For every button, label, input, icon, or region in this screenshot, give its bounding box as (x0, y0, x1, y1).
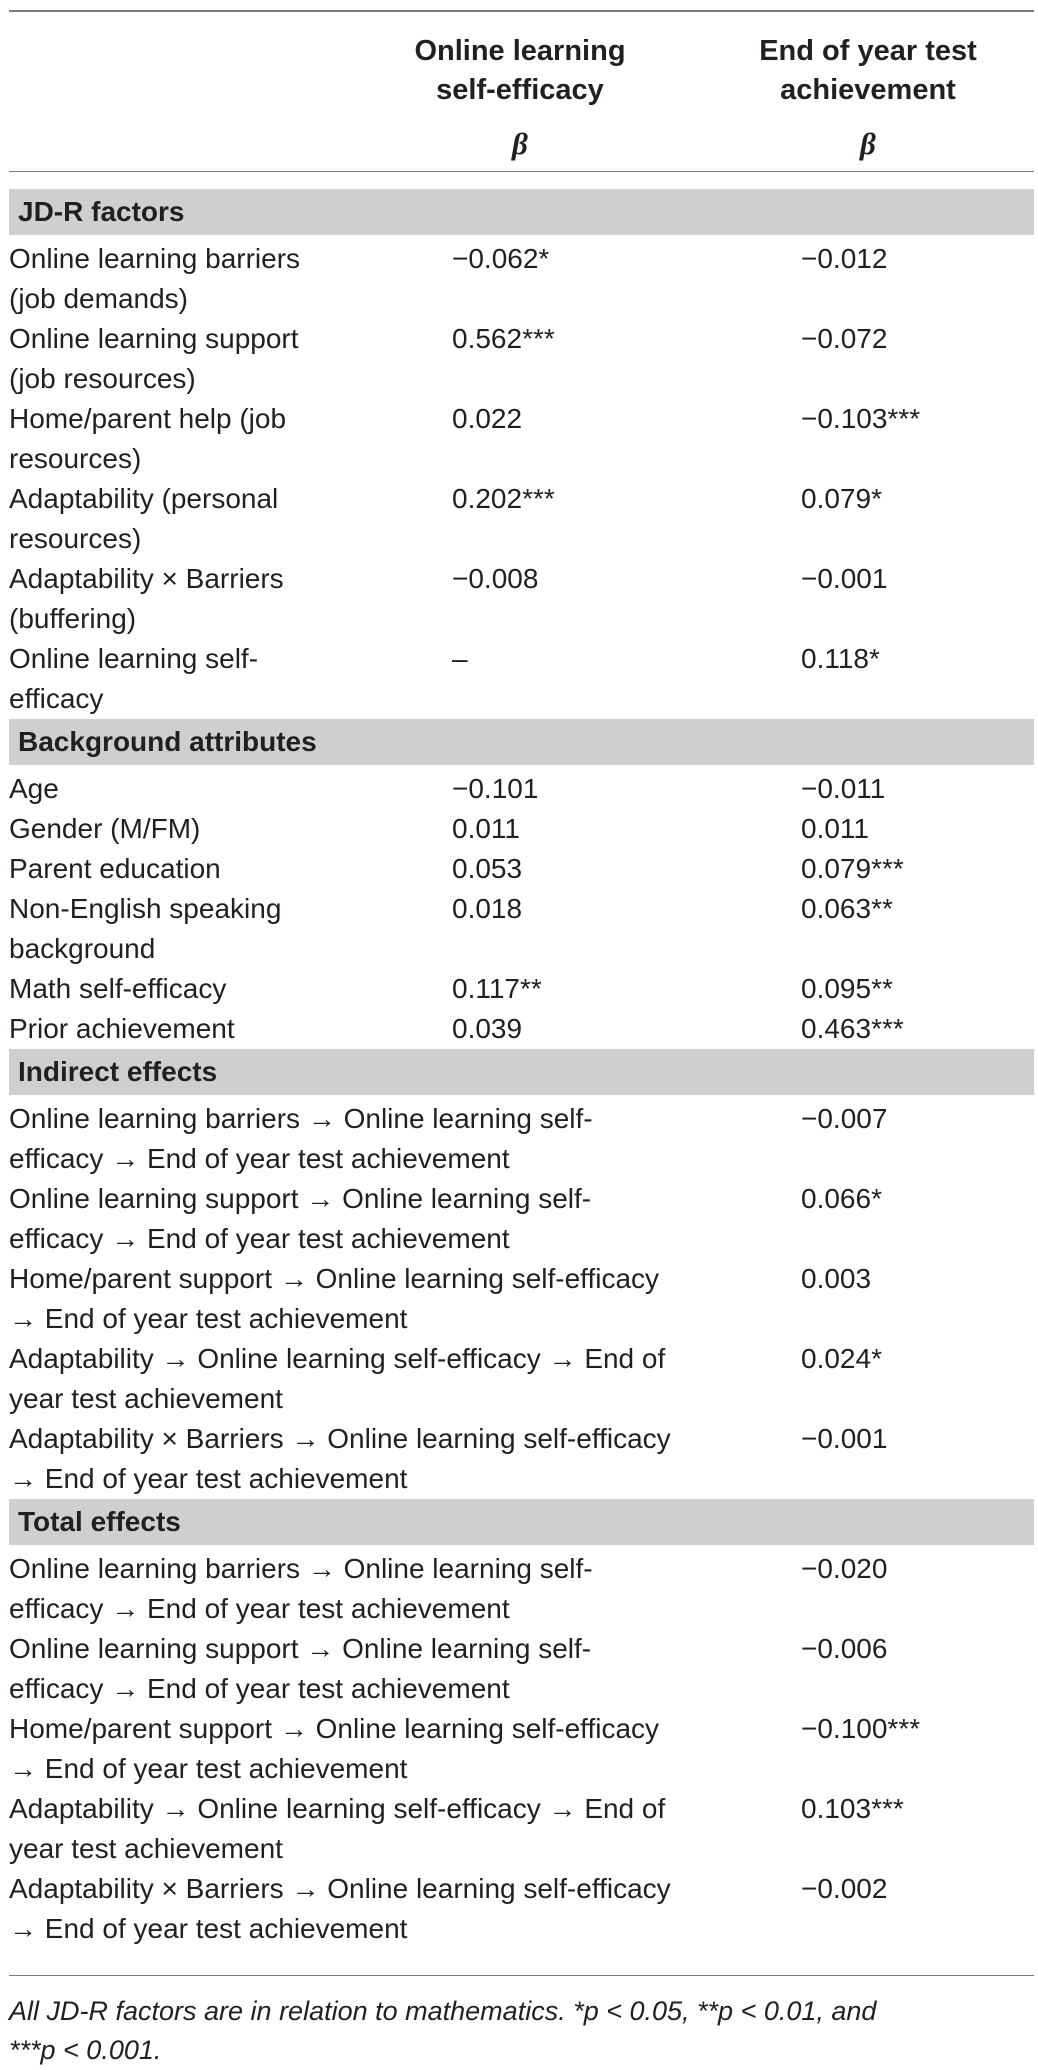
achievement-value: −0.072 (801, 323, 888, 354)
row-label-line: Home/parent help (job (9, 403, 287, 434)
row-label-line: Online learning self- (9, 643, 259, 674)
self-efficacy-value: −0.008 (452, 563, 539, 594)
row-label-line: Adaptability → Online learning self-efficacy → End of (9, 1793, 666, 1824)
achievement-value: 0.103*** (801, 1793, 904, 1824)
row-label-line: efficacy → End of year test achievement (9, 1143, 510, 1174)
row-label-line: Age (9, 773, 59, 804)
beta-symbol: β (860, 126, 876, 161)
row-label-line: resources) (9, 523, 142, 554)
table-row (0, 559, 1038, 639)
row-label-line: Online learning barriers (9, 243, 301, 274)
self-efficacy-value: – (452, 643, 468, 674)
table-row (0, 1869, 1038, 1949)
self-efficacy-value: −0.062* (452, 243, 550, 274)
table-row (0, 239, 1038, 319)
column-header-self-efficacy (390, 32, 650, 163)
row-label (9, 809, 1038, 849)
column-header-line: Online learning (414, 35, 626, 67)
achievement-value: −0.103*** (801, 403, 921, 434)
table-row (0, 1179, 1038, 1259)
row-label-line: Online learning barriers → Online learning self- (9, 1103, 593, 1134)
table-row (0, 399, 1038, 479)
achievement-value: 0.063** (801, 893, 893, 924)
achievement-value: 0.079* (801, 483, 882, 514)
header-rule (9, 171, 1034, 172)
table-row (0, 1419, 1038, 1499)
self-efficacy-value: 0.202*** (452, 483, 555, 514)
section-header: Total effects (9, 1499, 1034, 1545)
table-body (0, 189, 1038, 1949)
row-label-line: Math self-efficacy (9, 973, 227, 1004)
row-label-line: Non-English speaking (9, 893, 282, 924)
table-row (0, 809, 1038, 849)
row-label-line: Online learning support → Online learning self- (9, 1633, 592, 1664)
table-row (0, 1789, 1038, 1869)
achievement-value: 0.024* (801, 1343, 882, 1374)
row-label-line: Adaptability (personal (9, 483, 279, 514)
row-label-line: Adaptability × Barriers (9, 563, 284, 594)
row-label-line: Adaptability × Barriers → Online learning self-efficacy (9, 1423, 671, 1454)
self-efficacy-value: −0.101 (452, 773, 539, 804)
row-label-line: Home/parent support → Online learning self-efficacy (9, 1263, 660, 1294)
column-header-line: self-efficacy (436, 74, 604, 106)
self-efficacy-value: 0.039 (452, 1013, 523, 1044)
table-row (0, 639, 1038, 719)
row-label-line: Online learning barriers → Online learning self- (9, 1553, 593, 1584)
table-row (0, 969, 1038, 1009)
row-label-line: resources) (9, 443, 142, 474)
table-row (0, 319, 1038, 399)
row-label-line: year test achievement (9, 1383, 283, 1414)
self-efficacy-value: 0.018 (452, 893, 523, 924)
achievement-value: 0.003 (801, 1263, 872, 1294)
row-label-line: efficacy → End of year test achievement (9, 1223, 510, 1254)
row-label-line: Adaptability × Barriers → Online learning self-efficacy (9, 1873, 671, 1904)
table-row (0, 1009, 1038, 1049)
column-header-line: End of year test (759, 35, 977, 67)
top-rule (9, 10, 1034, 12)
achievement-value: 0.011 (801, 813, 869, 844)
row-label-line: year test achievement (9, 1833, 283, 1864)
section-header: Background attributes (9, 719, 1034, 765)
achievement-value: −0.012 (801, 243, 888, 274)
row-label-line: → End of year test achievement (9, 1913, 408, 1944)
table-row (0, 479, 1038, 559)
achievement-value: −0.007 (801, 1103, 888, 1134)
table-row (0, 1259, 1038, 1339)
row-label-line: → End of year test achievement (9, 1753, 408, 1784)
table-row (0, 1709, 1038, 1789)
table-row (0, 769, 1038, 809)
achievement-value: −0.100*** (801, 1713, 921, 1744)
self-efficacy-value: 0.117** (452, 973, 542, 1004)
achievement-value: −0.002 (801, 1873, 888, 1904)
row-label-line: Prior achievement (9, 1013, 235, 1044)
table-footnote (9, 1992, 989, 2070)
achievement-value: 0.066* (801, 1183, 882, 1214)
self-efficacy-value: 0.022 (452, 403, 523, 434)
footnote-line: All JD-R factors are in relation to mathematics. *p < 0.05, **p < 0.01, and (9, 1996, 877, 2026)
achievement-value: 0.079*** (801, 853, 904, 884)
row-label-line: → End of year test achievement (9, 1303, 408, 1334)
achievement-value: 0.095** (801, 973, 893, 1004)
table-row (0, 849, 1038, 889)
table-row (0, 1549, 1038, 1629)
section-header: Indirect effects (9, 1049, 1034, 1095)
row-label-line: Parent education (9, 853, 221, 884)
achievement-value: −0.006 (801, 1633, 888, 1664)
achievement-value: 0.463*** (801, 1013, 904, 1044)
row-label-line: Adaptability → Online learning self-efficacy → End of (9, 1343, 666, 1374)
achievement-value: −0.001 (801, 563, 888, 594)
row-label-line: Online learning support (9, 323, 299, 354)
self-efficacy-value: 0.562*** (452, 323, 555, 354)
column-header-achievement (728, 32, 1008, 163)
table-row (0, 1099, 1038, 1179)
column-header-line: achievement (780, 74, 956, 106)
row-label (9, 1339, 1038, 1419)
self-efficacy-value: 0.053 (452, 853, 523, 884)
achievement-value: 0.118* (801, 643, 880, 674)
row-label-line: (job demands) (9, 283, 188, 314)
self-efficacy-value: 0.011 (452, 813, 520, 844)
row-label-line: efficacy (9, 683, 104, 714)
footnote-line: ***p < 0.001. (9, 2035, 162, 2065)
row-label-line: Online learning support → Online learning self- (9, 1183, 592, 1214)
row-label-line: → End of year test achievement (9, 1463, 408, 1494)
row-label-line: (job resources) (9, 363, 196, 394)
table-row (0, 1339, 1038, 1419)
row-label-line: Gender (M/FM) (9, 813, 201, 844)
table-row (0, 889, 1038, 969)
table-row (0, 1629, 1038, 1709)
achievement-value: −0.001 (801, 1423, 888, 1454)
row-label-line: efficacy → End of year test achievement (9, 1673, 510, 1704)
bottom-rule (9, 1975, 1034, 1976)
row-label (9, 1259, 1038, 1339)
row-label (9, 1179, 1038, 1259)
row-label-line: background (9, 933, 156, 964)
section-header: JD-R factors (9, 189, 1034, 235)
beta-symbol: β (512, 126, 528, 161)
row-label-line: efficacy → End of year test achievement (9, 1593, 510, 1624)
row-label (9, 639, 1038, 719)
achievement-value: −0.020 (801, 1553, 888, 1584)
row-label-line: (buffering) (9, 603, 137, 634)
row-label-line: Home/parent support → Online learning self-efficacy (9, 1713, 660, 1744)
achievement-value: −0.011 (801, 773, 886, 804)
